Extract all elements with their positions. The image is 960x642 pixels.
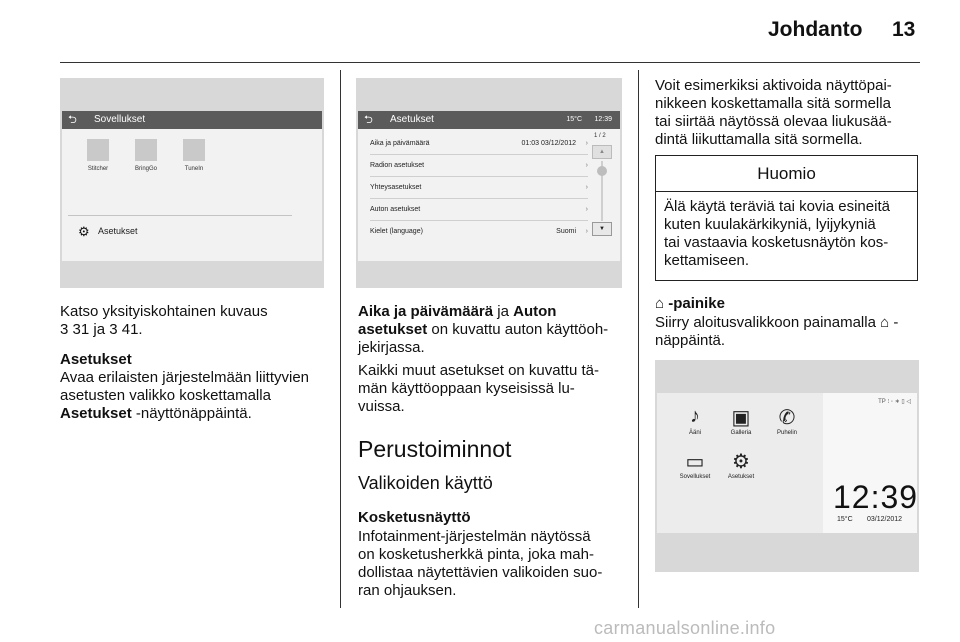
ref-text: 41.	[117, 321, 143, 338]
phone-label: Puhelin	[776, 430, 797, 436]
note-line2: kuten kuulakärkikyniä, lyijykyniä	[664, 216, 876, 233]
settings-title-bar	[358, 111, 620, 129]
back-arrow-icon: ⮌	[364, 114, 373, 126]
chevron-right-icon: ›	[585, 162, 588, 169]
phone-icon: ✆	[778, 407, 796, 429]
gallery-icon: ▣	[731, 407, 751, 429]
page-number: 13	[892, 18, 916, 41]
note-line3: tai vastaavia kosketusnäytön kos-	[664, 234, 889, 251]
touchscreen-heading: Kosketusnäyttö	[358, 509, 471, 526]
bold-term: Asetukset	[60, 405, 132, 422]
col2-para2-line1: Kaikki muut asetukset on kuvattu tä-	[358, 362, 599, 379]
home-icon: ⌂	[880, 314, 890, 331]
col2-para3-line1: Infotainment-järjestelmän näytössä	[358, 528, 591, 545]
stitcher-label: Stitcher	[87, 166, 109, 172]
gallery-label: Galleria	[730, 430, 752, 436]
text: -	[889, 314, 899, 331]
text: ja	[493, 303, 514, 320]
text: -näyttönäppäintä.	[131, 405, 252, 422]
col3-para1	[655, 77, 892, 149]
tunein-label: TuneIn	[184, 166, 204, 172]
note-body	[656, 192, 917, 276]
chevron-right-icon: ›	[585, 140, 588, 147]
apps-screen-title: Sovellukset	[94, 114, 146, 125]
music-note-icon: ♪	[690, 405, 700, 427]
settings-row-label: Aika ja päivämäärä	[370, 140, 430, 147]
note-line4: kettamiseen.	[664, 252, 750, 269]
apps-separator	[68, 215, 292, 216]
scroll-down-icon: ▼	[592, 222, 612, 236]
col2-para3-line2: on kosketusherkkä pinta, joka mah-	[358, 546, 594, 563]
col3-para2	[655, 314, 898, 350]
chevron-right-icon: ›	[585, 184, 588, 191]
home-screenshot	[655, 360, 919, 572]
apps-screen	[62, 111, 322, 261]
settings-row	[370, 133, 588, 155]
bold-term: Aika ja päivämäärä	[358, 303, 494, 320]
col3-para1-line4: dintä liikuttamalla sitä sormella.	[655, 131, 863, 148]
settings-screen	[358, 111, 620, 261]
tunein-tile-icon	[183, 139, 205, 161]
col2-para1-line3: jekirjassa.	[358, 339, 425, 356]
chevron-right-icon: ›	[585, 206, 588, 213]
col3-para2-line1	[655, 314, 898, 332]
column-divider-2	[638, 70, 639, 608]
settings-row-value: Suomi	[556, 228, 576, 235]
col2-para3-line4: ran ohjauksen.	[358, 582, 457, 599]
asetukset-heading: Asetukset	[60, 351, 132, 368]
bringgo-tile-icon	[135, 139, 157, 161]
header-rule	[60, 62, 920, 63]
column-divider-1	[340, 70, 341, 608]
reference-arrow-icon: 3	[60, 321, 69, 338]
col2-para2-line3: vuissa.	[358, 398, 405, 415]
settings-time: 12:39	[594, 116, 612, 123]
text: on kuvattu auton käyttöoh-	[427, 321, 609, 338]
home-icon: ⌂	[655, 295, 665, 312]
col2-para1	[358, 303, 608, 357]
settings-row-label: Auton asetukset	[370, 206, 421, 213]
clock-time: 12:39	[833, 479, 919, 515]
bold-term: Auton	[513, 303, 557, 320]
apps-screenshot	[60, 78, 324, 288]
reference-arrow-icon: 3	[109, 321, 118, 338]
settings-row-value: 01:03 03/12/2012	[521, 140, 576, 147]
back-arrow-icon: ⮌	[68, 114, 77, 126]
apps-settings-label: Asetukset	[98, 226, 138, 236]
col2-para1-line2	[358, 321, 608, 339]
col1-para2-line1: Avaa erilaisten järjestelmään liittyvien	[60, 369, 310, 386]
settings-icon: ⚙	[732, 451, 750, 473]
col1-para1-line1: Katso yksityiskohtainen kuvaus	[60, 303, 268, 320]
note-title: Huomio	[656, 156, 917, 192]
home-button-heading	[655, 295, 725, 313]
audio-label: Ääni	[688, 430, 701, 436]
watermark: carmanualsonline.info	[594, 618, 776, 638]
col3-para1-line1: Voit esimerkiksi aktivoida näyttöpai-	[655, 77, 892, 94]
col1-para2-line3	[60, 405, 309, 423]
settings-row	[370, 155, 588, 177]
settings-row-label: Yhteysasetukset	[370, 184, 422, 191]
settings-screen-title: Asetukset	[390, 114, 434, 125]
settings-row	[370, 221, 588, 243]
col1-para1	[60, 303, 268, 339]
chevron-right-icon: ›	[585, 228, 588, 235]
clock-date: 03/12/2012	[867, 516, 903, 523]
col3-para2-line2: näppäintä.	[655, 332, 726, 349]
col1-para1-line2	[60, 321, 268, 339]
settings-row	[370, 177, 588, 199]
clock-temp: 15°C	[837, 516, 853, 523]
col2-para3-line3: dollistaa näytettävien valikoiden suo-	[358, 564, 603, 581]
settings-temp: 15°C	[566, 116, 582, 123]
header-title: Johdanto	[768, 18, 863, 41]
clock-panel	[823, 393, 917, 533]
home-button-title: -painike	[664, 295, 725, 312]
apps-title-bar	[62, 111, 322, 129]
bringgo-label: BringGo	[134, 166, 157, 172]
col2-para1-line1	[358, 303, 608, 321]
scroll-up-icon: ▲	[592, 145, 612, 159]
col2-para2-line2: män käyttöoppaan kyseisissä lu-	[358, 380, 575, 397]
settings-row	[370, 199, 588, 221]
col3-para1-line3: tai siirtää näytössä olevaa liukusää-	[655, 113, 892, 130]
col1-para2-line2: asetusten valikko koskettamalla	[60, 387, 271, 404]
settings-page-indicator: 1 / 2	[594, 133, 606, 139]
settings-gear-icon: ⚙	[78, 224, 90, 239]
subsection-heading: Valikoiden käyttö	[358, 473, 493, 493]
settings-row-label: Kielet (language)	[370, 228, 423, 235]
bold-term: asetukset	[358, 321, 428, 338]
settings-label: Asetukset	[727, 474, 755, 480]
scroll-thumb	[597, 166, 607, 176]
home-screen	[657, 393, 917, 533]
settings-row-label: Radion asetukset	[370, 162, 425, 169]
settings-screenshot	[356, 78, 622, 288]
apps-icon: ▭	[685, 451, 705, 473]
note-line1: Älä käytä teräviä tai kovia esineitä	[664, 198, 890, 215]
status-icons: TP ⁝ ◦ ∗ ▯ ◁	[878, 399, 911, 405]
col2-para2	[358, 362, 599, 416]
col1-para2	[60, 351, 309, 423]
ref-text: 31 ja	[68, 321, 110, 338]
section-heading: Perustoiminnot	[358, 436, 512, 462]
col3-para1-line2: nikkeen koskettamalla sitä sormella	[655, 95, 891, 112]
stitcher-tile-icon	[87, 139, 109, 161]
text: Siirry aloitusvalikkoon painamalla	[655, 314, 881, 331]
note-box	[655, 155, 918, 281]
apps-label: Sovellukset	[679, 474, 711, 480]
col2-para3	[358, 528, 602, 600]
